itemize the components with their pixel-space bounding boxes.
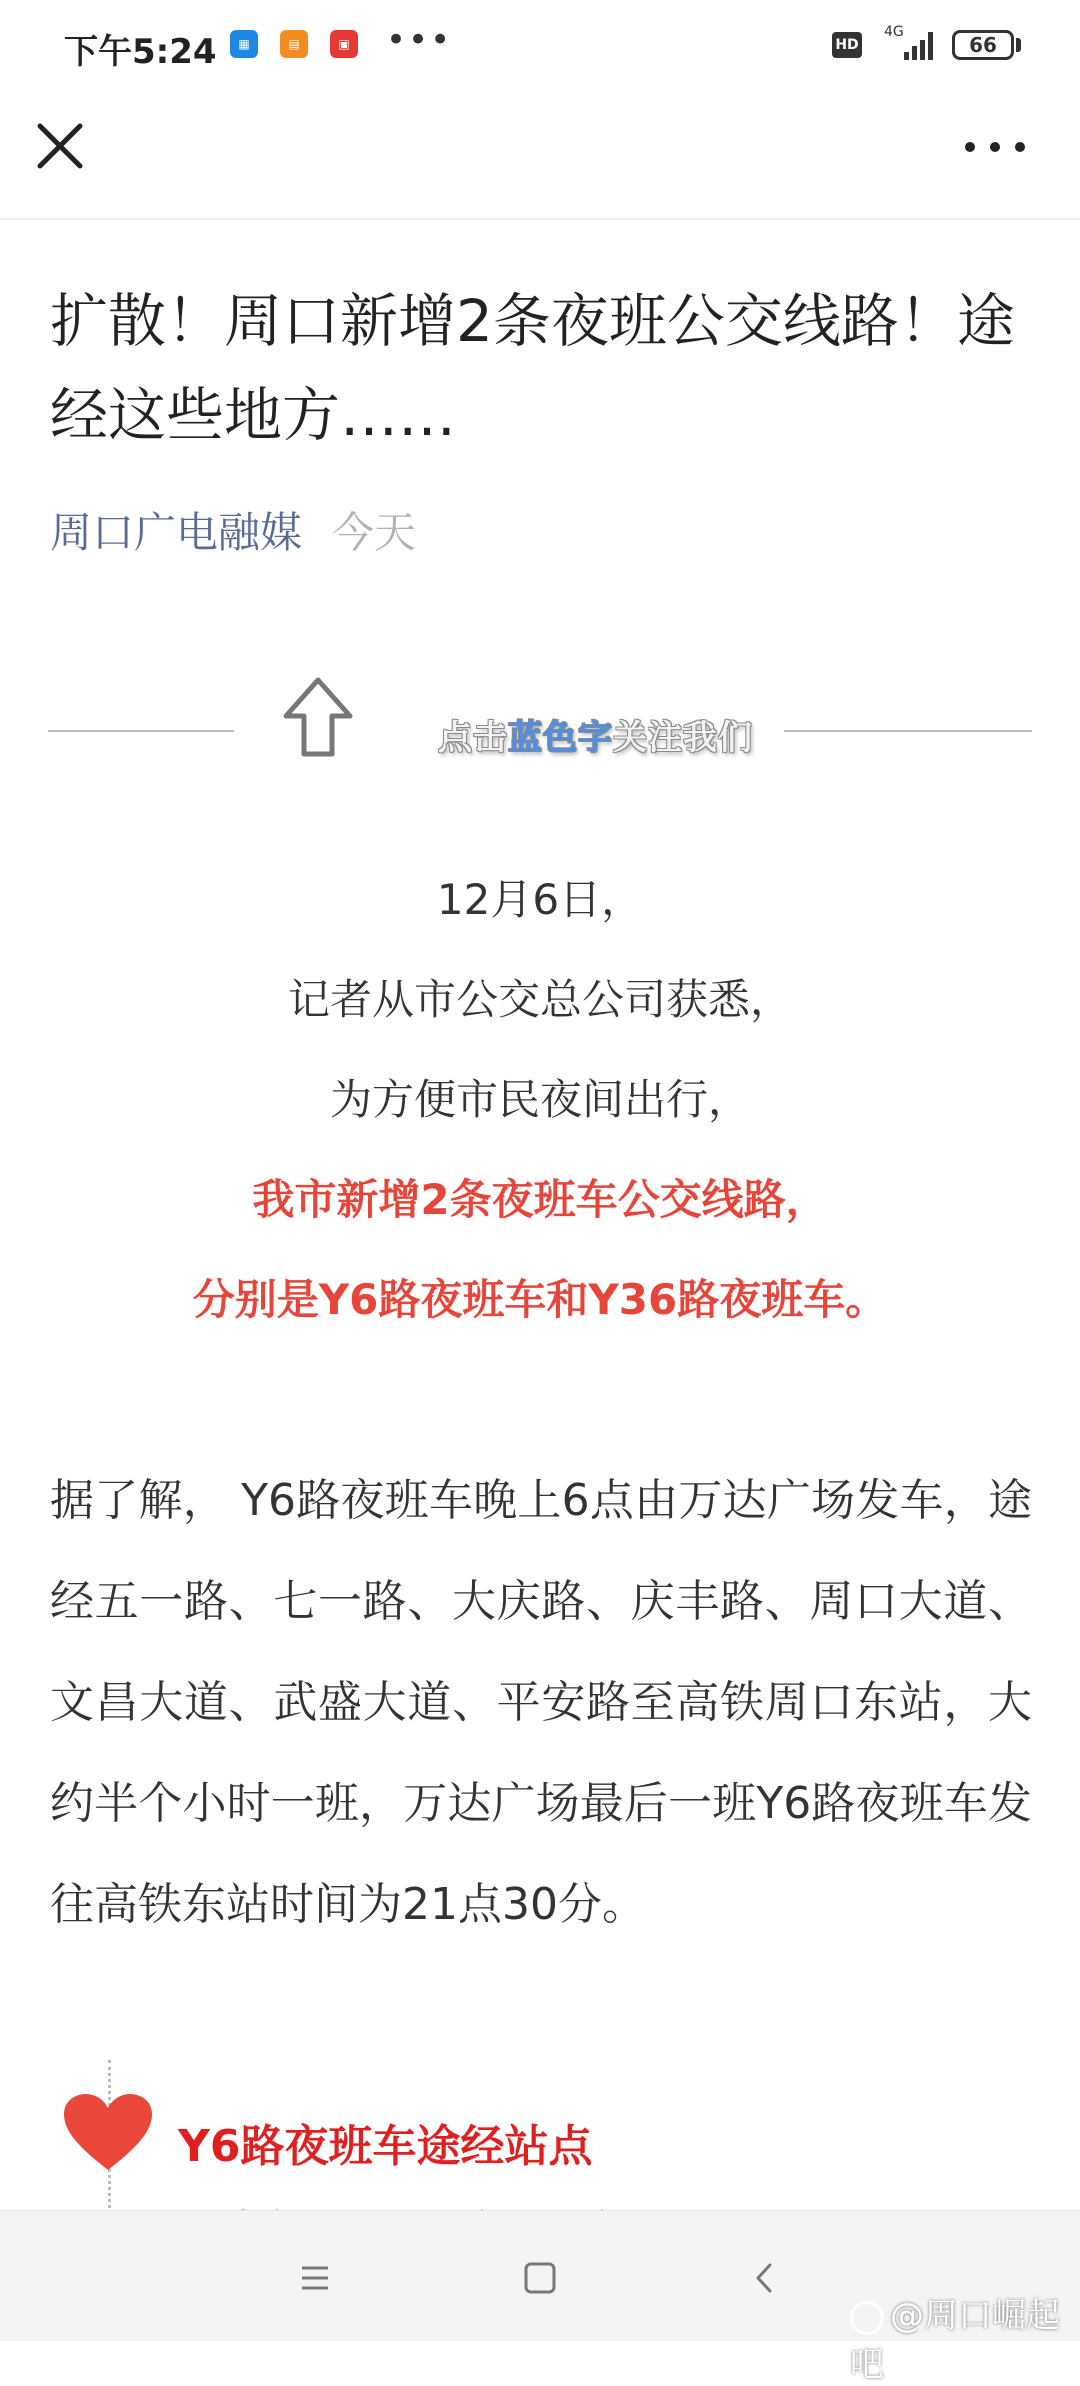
highlight-line: 分别是Y6路夜班车和Y36路夜班车。 (192, 1275, 888, 1324)
more-options-icon[interactable] (960, 122, 1030, 172)
intro-line: 为方便市民夜间出行， (329, 1075, 750, 1124)
article-title: 扩散！周口新增2条夜班公交线路！途经这些地方…… (50, 287, 1015, 449)
intro-line: 12月6日， (436, 875, 644, 924)
intro-line: 记者从市公交总公司获悉， (287, 975, 792, 1024)
up-arrow-icon (278, 674, 358, 764)
intro-lines (0, 850, 1080, 1350)
back-icon[interactable] (740, 2253, 790, 2303)
home-icon[interactable] (515, 2253, 565, 2303)
follow-suffix: 关注我们 (613, 718, 753, 758)
status-time: 下午5:24 (64, 32, 217, 72)
watermark-text: @周口崛起吧 (850, 2296, 1060, 2385)
follow-highlight: 蓝色字 (508, 718, 613, 758)
more-notifications-icon: ••• (386, 20, 453, 60)
hd-badge: HD (832, 32, 862, 58)
app-notification-icon: ▣ (330, 30, 358, 58)
stops-title: Y6路夜班车途经站点 (178, 2121, 593, 2172)
app-notification-icon: ▤ (280, 30, 308, 58)
weibo-logo-icon (850, 2301, 884, 2335)
follow-us-text (438, 710, 753, 759)
divider-line (48, 730, 234, 732)
article-meta (50, 500, 416, 560)
menu-icon[interactable] (290, 2253, 340, 2303)
stops-section (60, 2060, 1020, 2220)
app-notification-icon: ▦ (230, 30, 258, 58)
divider-line (784, 730, 1032, 732)
body-paragraph: 据了解， Y6路夜班车晚上6点由万达广场发车，途经五一路、七一路、大庆路、庆丰路、周口大道、文昌大道、武盛大道、平安路至高铁周口东站，大约半个小时一班，万达广场最后一班Y6路夜班车发往高铁东站时间为21点30分。 (50, 1475, 1032, 1930)
signal-icon (904, 32, 940, 60)
account-name-link[interactable]: 周口广电融媒 (50, 508, 303, 557)
watermark (850, 2288, 1080, 2386)
status-bar (0, 0, 1080, 92)
highlight-line: 我市新增2条夜班车公交线路， (252, 1175, 828, 1224)
top-nav-bar (0, 92, 1080, 220)
network-label: 4G (884, 24, 904, 40)
heart-icon (60, 2090, 156, 2174)
follow-banner (48, 670, 1032, 790)
follow-prefix: 点击 (438, 718, 508, 758)
publish-date: 今天 (332, 508, 417, 557)
battery-tip (1016, 38, 1021, 52)
close-icon[interactable] (30, 116, 90, 176)
battery-icon: 66 (952, 30, 1014, 60)
